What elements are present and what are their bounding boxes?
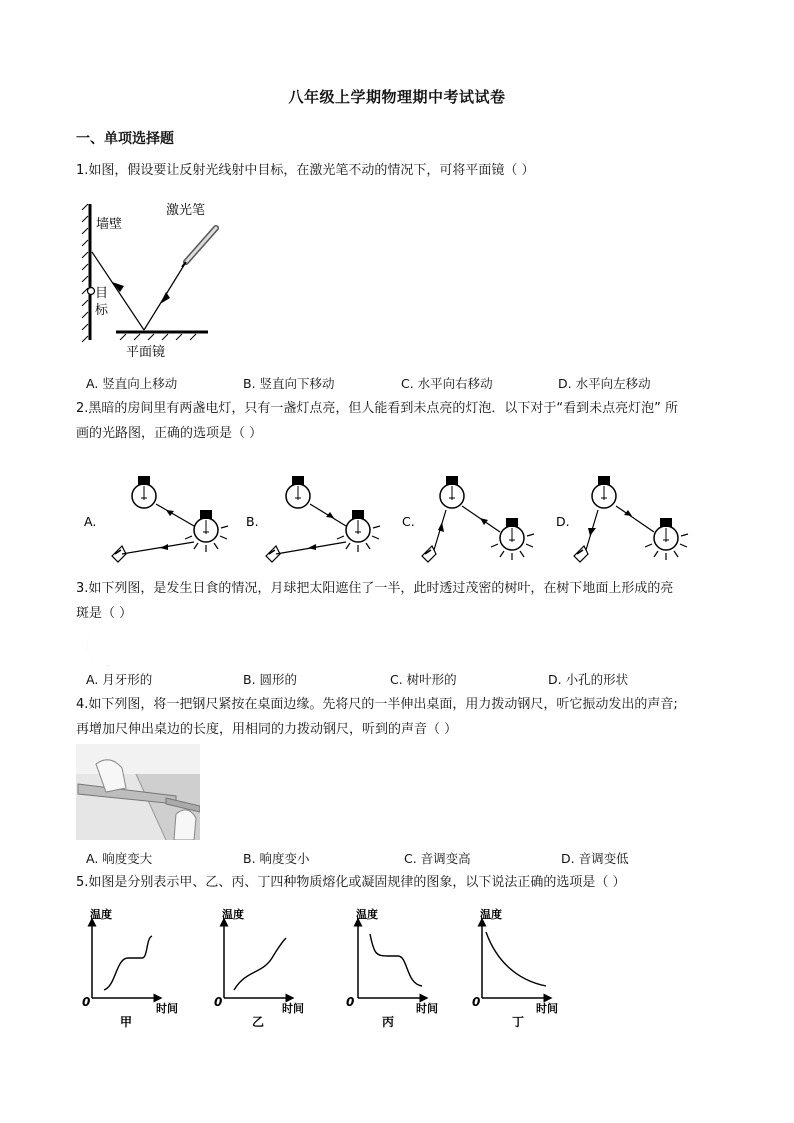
question-3-line-2: 斑是（ ） bbox=[76, 606, 133, 621]
q4-option-c[interactable]: C. 音调变高 bbox=[404, 851, 471, 866]
wall-hatching bbox=[82, 204, 88, 342]
q2-label-b: B. bbox=[246, 514, 259, 529]
q1-laser-mirror-figure bbox=[76, 196, 226, 364]
lit-bulb-d bbox=[592, 476, 616, 508]
graph-jia bbox=[82, 907, 178, 1029]
unlit-bulb-a bbox=[132, 476, 156, 508]
question-4-line-1: 4.如下列图，将一把钢尺紧按在桌面边缘。先将尺的一半伸出桌面，用力拨动钢尺，听它振动发出的声音; bbox=[76, 697, 678, 712]
question-2-line-2: 画的光路图，正确的选项是（ ） bbox=[76, 426, 263, 441]
target-label-2: 标 bbox=[95, 303, 109, 318]
lit-bulb-b bbox=[346, 510, 370, 542]
crescent-eclipse-icon bbox=[76, 626, 126, 668]
q2-label-d: D. bbox=[556, 514, 570, 529]
target-dot bbox=[88, 288, 95, 295]
graph-label-jia: 甲 bbox=[120, 1015, 133, 1029]
question-5-text: 5.如图是分别表示甲、乙、丙、丁四种物质熔化或凝固规律的图象，以下说法正确的选项是（ ） bbox=[76, 875, 626, 890]
q1-option-d[interactable]: D. 水平向左移动 bbox=[558, 376, 651, 391]
graph-label-bing: 丙 bbox=[382, 1015, 395, 1029]
lit-bulb-a bbox=[194, 510, 218, 542]
ylabel-ding: 温度 bbox=[480, 908, 502, 921]
xlabel-bing: 时间 bbox=[416, 1002, 438, 1015]
graph-label-yi: 乙 bbox=[252, 1015, 265, 1029]
graph-label-ding: 丁 bbox=[512, 1015, 525, 1029]
graph-yi bbox=[214, 907, 304, 1029]
origin-jia: 0 bbox=[82, 995, 91, 1009]
graph-ding bbox=[472, 907, 558, 1029]
origin-yi: 0 bbox=[214, 995, 223, 1009]
q2-label-a: A. bbox=[84, 514, 97, 529]
q3-option-d[interactable]: D. 小孔的形状 bbox=[548, 672, 629, 687]
q2-light-path-figures bbox=[76, 470, 726, 570]
question-1-text: 1.如图，假设要让反射光线射中目标，在激光笔不动的情况下，可将平面镜（ ） bbox=[76, 163, 535, 178]
page-title: 八年级上学期物理期中考试试卷 bbox=[288, 88, 506, 106]
ylabel-bing: 温度 bbox=[356, 908, 378, 921]
mirror-hatching bbox=[120, 334, 196, 340]
incident-arrow bbox=[160, 292, 170, 304]
q3-option-c[interactable]: C. 树叶形的 bbox=[390, 672, 457, 687]
unlit-bulb-b bbox=[286, 476, 310, 508]
q2-label-c: C. bbox=[402, 514, 415, 529]
q4-option-a[interactable]: A. 响度变大 bbox=[86, 851, 153, 866]
wall-label: 墙壁 bbox=[96, 217, 123, 232]
question-4-line-2: 再增加尺伸出桌边的长度，用相同的力拨动钢尺，听到的声音（ ） bbox=[76, 722, 458, 737]
xlabel-yi: 时间 bbox=[282, 1002, 304, 1015]
q3-option-a[interactable]: A. 月牙形的 bbox=[86, 672, 153, 687]
graph-bing bbox=[346, 907, 438, 1029]
lit-bulb-c bbox=[500, 518, 524, 550]
mirror-label: 平面镜 bbox=[126, 345, 166, 360]
q4-option-d[interactable]: D. 音调变低 bbox=[561, 851, 629, 866]
q3-option-b[interactable]: B. 圆形的 bbox=[243, 672, 298, 687]
question-2-line-1: 2.黑暗的房间里有两盏电灯，只有一盏灯点亮，但人能看到未点亮的灯泡．以下对于“看到未点亮灯泡” 所 bbox=[76, 401, 679, 416]
q4-option-b[interactable]: B. 响度变小 bbox=[243, 851, 310, 866]
q5-temperature-graphs bbox=[76, 900, 576, 1034]
q1-option-c[interactable]: C. 水平向右移动 bbox=[401, 376, 493, 391]
xlabel-ding: 时间 bbox=[536, 1002, 558, 1015]
q1-option-b[interactable]: B. 竖直向下移动 bbox=[243, 376, 335, 391]
unlit-bulb-c bbox=[440, 476, 464, 508]
laser-pen-label: 激光笔 bbox=[166, 203, 206, 218]
question-3-line-1: 3.如下列图，是发生日食的情况，月球把太阳遮住了一半，此时透过茂密的树叶，在树下地面上形成的亮 bbox=[76, 581, 674, 596]
q1-option-a[interactable]: A. 竖直向上移动 bbox=[86, 376, 178, 391]
ylabel-jia: 温度 bbox=[90, 908, 112, 921]
unlit-bulb-d bbox=[654, 518, 678, 550]
section-heading: 一、单项选择题 bbox=[76, 131, 174, 147]
origin-bing: 0 bbox=[346, 995, 355, 1009]
target-label-1: 目 bbox=[95, 286, 109, 301]
q4-ruler-photo bbox=[76, 744, 200, 840]
origin-ding: 0 bbox=[472, 995, 481, 1009]
xlabel-jia: 时间 bbox=[156, 1002, 178, 1015]
laser-pen-icon bbox=[182, 228, 216, 267]
ylabel-yi: 温度 bbox=[222, 908, 244, 921]
